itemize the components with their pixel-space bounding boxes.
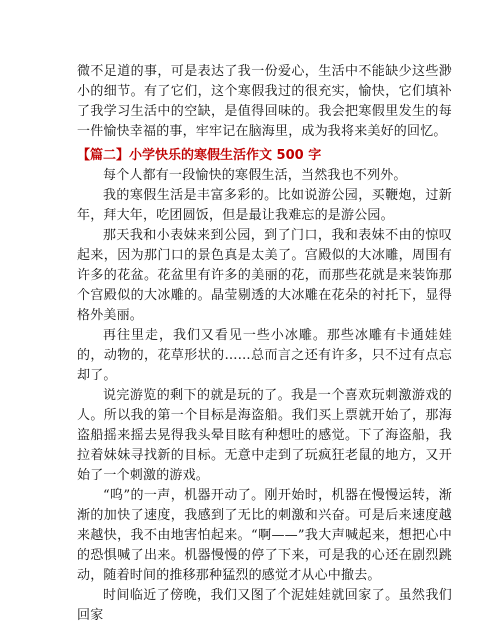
paragraph-1: 每个人都有一段愉快的寒假生活，当然我也不列外。 [103, 168, 407, 183]
paragraph-4: 再往里走，我们又看见一些小冰雕。那些冰雕有卡通娃娃的，动物的，花草形状的……总而言之还有许多，只不过有点忘却了。 [77, 328, 452, 383]
section-tag: 【篇二】 [77, 148, 130, 163]
paragraph-7: 时间临近了傍晚，我们又图了个泥娃娃就回家了。虽然我们回家 [77, 588, 452, 623]
paragraph-3: 那天我和小表妹来到公园，到了门口，我和表妹不由的惊叹起来，因为那门口的景色真是太美了。宫殿似的大冰雕，周围有许多的花盆。花盆里有许多的美丽的花，而那些花就是来装饰那个宫殿似的大冰雕的。晶莹剔透的大冰雕在花朵的衬托下，显得格外美丽。 [77, 228, 452, 323]
paragraph-5: 说完游览的剩下的就是玩的了。我是一个喜欢玩刺激游戏的人。所以我的第一个目标是海盗船。我们买上票就开始了，那海盗船摇来摇去晃得我头晕目眩有种想吐的感觉。下了海盗船，我拉着妹妹寻找新的目标。无意中走到了玩疯狂老鼠的地方，又开始了一个刺激的游戏。 [77, 388, 452, 483]
section-title: 小学快乐的寒假生活作文 500 字 [129, 148, 322, 163]
paragraph-2: 我的寒假生活是丰富多彩的。比如说游公园，买鞭炮，过新年，拜大年，吃团圆饭，但是最让我难忘的是游公园。 [77, 188, 452, 223]
intro-paragraph: 微不足道的事，可是表达了我一份爱心，生活中不能缺少这些渺小的细节。有了它们，这个寒假我过的很充实，愉快，它们填补了我学习生活中的空缺，是值得回味的。我会把寒假里发生的每一件愉快幸福的事，牢牢记在脑海里，成为我将来美好的回忆。 [77, 64, 452, 139]
paragraph-6: “呜”的一声，机器开动了。刚开始时，机器在慢慢运转，渐渐的加快了速度，我感到了无比的刺激和兴奋。可是后来速度越来越快，我不由地害怕起来。“啊——”我大声喊起来，想把心中的恐惧喊了出来。机器慢慢的停了下来，可是我的心还在剧烈跳动，随着时间的推移那种猛烈的感觉才从心中撤去。 [77, 488, 452, 583]
section-heading [77, 146, 452, 166]
